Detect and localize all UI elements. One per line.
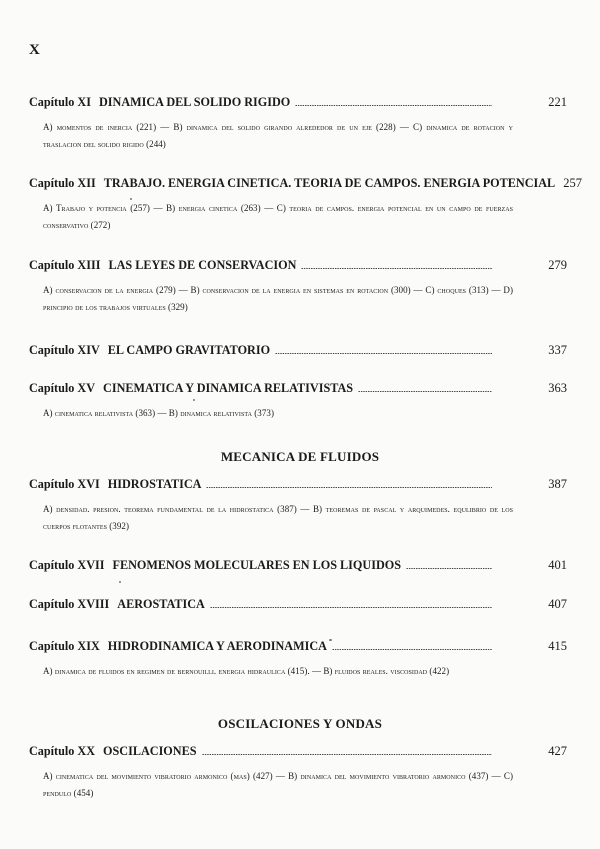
dot-leader [275,347,492,355]
toc-entry-xiv [29,343,567,358]
chapter-title: LAS LEYES DE CONSERVACION [108,258,297,272]
chapter-page: 363 [548,381,567,395]
chapter-number: Capítulo XV [29,381,96,395]
chapter-number: Capítulo XVII [29,558,105,572]
chapter-description: A) dinamica de fluidos en regimen de bernouilli. energia hidraulica (415). — B) fluidos reales. viscosidad (422) [43,666,450,676]
chapter-number: Capítulo XI [29,95,91,109]
section-title-fluidos: MECANICA DE FLUIDOS [220,449,380,464]
toc-entry-xiii [29,258,567,316]
toc-entry-xix [29,639,567,680]
toc-entry-xi [29,95,567,153]
chapter-title: FENOMENOS MOLECULARES EN LOS LIQUIDOS [112,558,402,572]
chapter-number: Capítulo XIX [29,639,100,653]
dot-leader [301,262,492,270]
dot-leader [210,601,492,609]
chapter-description: A) momentos de inercia (221) — B) dinamica del solido girando alrededor de un eje (228) — C) dinamica de rotacion y traslacion del solido rigido (244) [43,122,513,149]
chapter-title: DINAMICA DEL SOLIDO RIGIDO [98,95,291,109]
toc-entry-xx [29,744,567,802]
chapter-page: 387 [548,477,567,491]
chapter-page: 221 [548,95,567,109]
toc-entry-xii [29,176,582,234]
scan-speck [119,581,121,583]
chapter-number: Capítulo XVI [29,477,100,491]
scan-speck [130,198,132,200]
dot-leader [295,99,492,107]
chapter-page: 415 [548,639,567,653]
toc-entry-xv [29,381,567,422]
scan-speck [193,399,195,401]
toc-entry-xviii [29,597,567,612]
chapter-number: Capítulo XX [29,744,96,758]
chapter-title: HIDROSTATICA [107,477,202,491]
chapter-number: Capítulo XII [29,176,96,190]
chapter-description: A) cinematica relativista (363) — B) dinamica relativista (373) [43,408,274,418]
chapter-page: 407 [548,597,567,611]
dot-leader [406,562,492,570]
toc-entry-xvi [29,477,567,535]
chapter-title: TRABAJO. ENERGIA CINETICA. TEORIA DE CAMPOS. ENERGIA POTENCIAL [103,176,556,190]
chapter-description: A) conservacion de la energia (279) — B) conservacion de la energia en sistemas en rotacion (300) — C) choques (313) — D) principio de los trabajos virtuales (329) [43,285,513,312]
chapter-title: OSCILACIONES [103,744,197,758]
chapter-page: 401 [548,558,567,572]
chapter-page: 279 [548,258,567,272]
page-number: X [29,42,40,58]
chapter-title: EL CAMPO GRAVITATORIO [107,343,271,357]
chapter-title: HIDRODINAMICA Y AERODINAMICA [107,639,327,653]
dot-leader [202,748,493,756]
dot-leader [358,385,492,393]
dot-leader [332,643,492,651]
chapter-description: A) cinematica del movimiento vibratorio armonico (mas) (427) — B) dinamica del movimiento vibratorio armonico (437) — C) pendulo (454) [43,771,513,798]
chapter-description: A) Trabajo y potencia (257) — B) energia cinetica (263) — C) teoria de campos. energia potencial en un campo de fuerzas conservativo (272) [43,203,513,230]
scan-speck [329,639,332,641]
chapter-page: 427 [548,744,567,758]
section-title-ondas: OSCILACIONES Y ONDAS [217,716,383,731]
chapter-number: Capítulo XVIII [29,597,110,611]
chapter-number: Capítulo XIV [29,343,100,357]
chapter-number: Capítulo XIII [29,258,101,272]
chapter-title: CINEMATICA Y DINAMICA RELATIVISTAS [103,381,354,395]
chapter-title: AEROSTATICA [117,597,205,611]
chapter-description: A) densidad. presion. teorema fundamental de la hidrostatica (387) — B) teoremas de pascal y arquimedes. equlibrio de los cuerpos flotantes (392) [43,504,513,531]
chapter-page: 257 [563,176,582,190]
chapter-page: 337 [548,343,567,357]
dot-leader [206,481,492,489]
toc-entry-xvii [29,558,567,573]
